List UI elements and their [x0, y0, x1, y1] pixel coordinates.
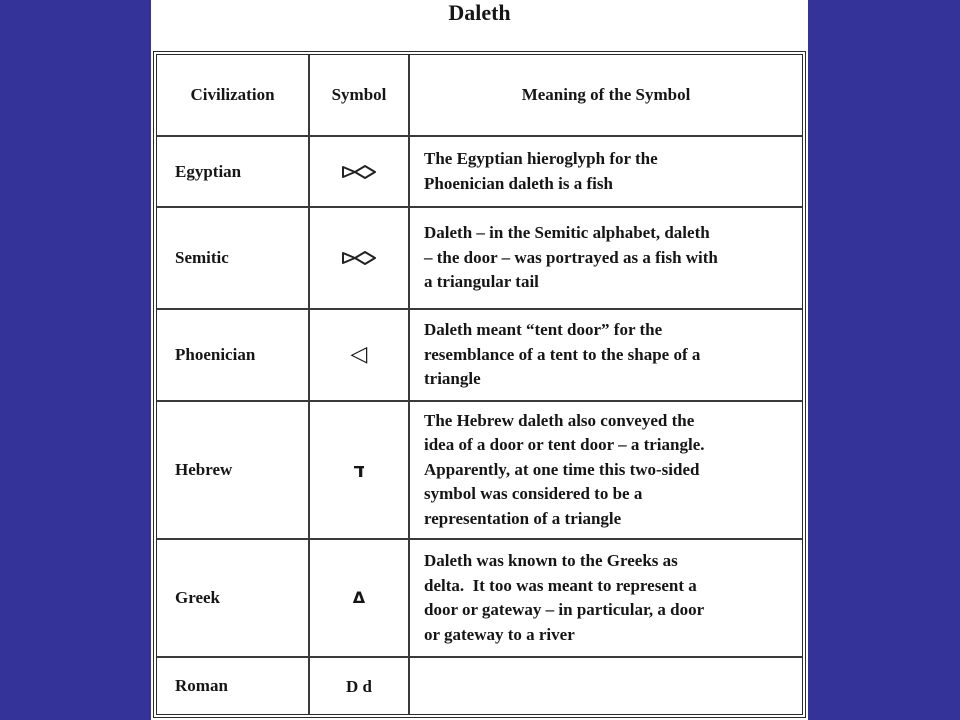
row-symbol-roman: [310, 658, 410, 714]
row-civilization-phoenician: Phoenician: [157, 310, 310, 402]
meaning-line: a triangular tail: [424, 272, 539, 292]
fish-hieroglyph-icon: [342, 250, 376, 266]
triangle-symbol: ◁: [350, 342, 368, 367]
meaning-line: delta. It too was meant to represent a: [424, 575, 697, 595]
row-civilization-hebrew: Hebrew: [157, 402, 310, 540]
header-symbol: Symbol: [310, 55, 410, 137]
meaning-line: The Egyptian hieroglyph for the: [424, 149, 658, 168]
meaning-line: idea of a door or tent door – a triangle.: [424, 435, 705, 455]
row-symbol-phoenician: [310, 310, 410, 402]
row-symbol-hebrew: [310, 402, 410, 540]
row-symbol-semitic: [310, 208, 410, 310]
meaning-line: Daleth – in the Semitic alphabet, daleth: [424, 223, 710, 243]
header-civilization: Civilization: [157, 55, 310, 137]
row-civilization-greek: Greek: [157, 540, 310, 658]
meaning-line: symbol was considered to be a: [424, 484, 643, 504]
meaning-line: or gateway to a river: [424, 624, 575, 644]
header-meaning: Meaning of the Symbol: [410, 55, 802, 137]
meaning-line: representation of a triangle: [424, 508, 622, 528]
meaning-line: – the door – was portrayed as a fish with: [424, 247, 718, 267]
row-meaning-roman: [410, 658, 802, 714]
row-symbol-egyptian: [310, 137, 410, 208]
daleth-table: [153, 51, 806, 718]
slide-title: Daleth: [448, 0, 511, 25]
meaning-line: Apparently, at one time this two-sided: [424, 459, 700, 479]
meaning-line: Daleth was known to the Greeks as: [424, 551, 678, 570]
meaning-line: The Hebrew daleth also conveyed the: [424, 410, 695, 430]
greek-delta-symbol: Δ: [352, 588, 366, 607]
meaning-line: Phoenician daleth is a fish: [424, 173, 613, 193]
fish-hieroglyph-icon: [342, 164, 376, 180]
meaning-line: door or gateway – in particular, a door: [424, 600, 705, 619]
row-symbol-greek: [310, 540, 410, 658]
row-meaning-hebrew: [410, 402, 802, 540]
row-civilization-roman: Roman: [157, 658, 310, 714]
row-civilization-egyptian: Egyptian: [157, 137, 310, 208]
row-meaning-phoenician: [410, 310, 802, 402]
row-meaning-egyptian: [410, 137, 802, 208]
row-meaning-greek: [410, 540, 802, 658]
meaning-line: resemblance of a tent to the shape of a: [424, 344, 701, 364]
meaning-line: triangle: [424, 369, 481, 389]
roman-d-symbol: D d: [346, 676, 372, 696]
row-civilization-semitic: Semitic: [157, 208, 310, 310]
row-meaning-semitic: [410, 208, 802, 310]
hebrew-daleth-symbol: ד: [353, 458, 365, 482]
meaning-line: Daleth meant “tent door” for the: [424, 320, 663, 340]
